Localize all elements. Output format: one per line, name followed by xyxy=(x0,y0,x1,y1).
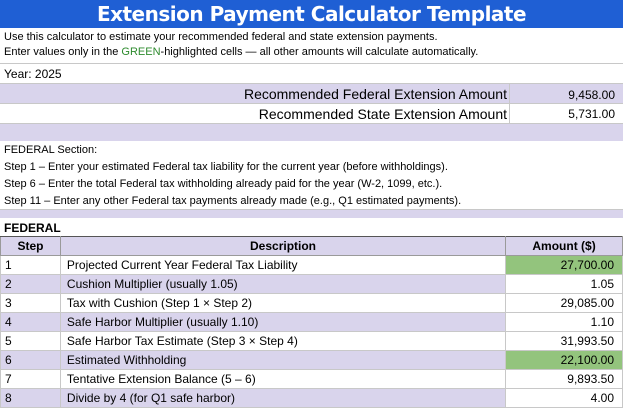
table-header-row xyxy=(1,237,623,256)
step-cell[interactable]: 2 xyxy=(1,275,61,294)
amount-cell[interactable]: 29,085.00 xyxy=(506,294,623,313)
federal-section-heading: FEDERAL Section: xyxy=(4,144,98,156)
step-cell[interactable]: 7 xyxy=(1,370,61,389)
step-cell[interactable]: 8 xyxy=(1,389,61,408)
instruction-step-6: Step 6 – Enter the total Federal tax withholding already paid for the year (W-2, 1099, etc.). xyxy=(4,178,443,190)
table-row xyxy=(1,275,623,294)
column-header-amount: Amount ($) xyxy=(506,237,623,256)
description-cell[interactable]: Tentative Extension Balance (5 – 6) xyxy=(60,370,505,389)
column-header-description: Description xyxy=(60,237,505,256)
instruction-step-1: Step 1 – Enter your estimated Federal tax liability for the current year (before withholdings). xyxy=(4,161,448,173)
intro-text xyxy=(4,30,478,60)
step-cell[interactable]: 5 xyxy=(1,332,61,351)
amount-cell[interactable]: 31,993.50 xyxy=(506,332,623,351)
federal-steps-table xyxy=(0,236,623,408)
federal-section-instructions xyxy=(4,142,461,210)
amount-input-cell[interactable]: 22,100.00 xyxy=(506,351,623,370)
table-row xyxy=(1,256,623,275)
state-extension-value[interactable]: 5,731.00 xyxy=(568,107,615,121)
intro-line-1: Use this calculator to estimate your recommended federal and state extension payments. xyxy=(4,31,438,43)
description-cell[interactable]: Safe Harbor Tax Estimate (Step 3 × Step 4) xyxy=(60,332,505,351)
table-row xyxy=(1,389,623,408)
federal-extension-label: Recommended Federal Extension Amount xyxy=(243,86,507,102)
page-title: Extension Payment Calculator Template xyxy=(0,0,623,28)
description-cell[interactable]: Safe Harbor Multiplier (usually 1.10) xyxy=(60,313,505,332)
amount-cell[interactable]: 1.10 xyxy=(506,313,623,332)
description-cell[interactable]: Divide by 4 (for Q1 safe harbor) xyxy=(60,389,505,408)
table-row xyxy=(1,294,623,313)
step-cell[interactable]: 1 xyxy=(1,256,61,275)
green-keyword: GREEN xyxy=(121,46,161,58)
step-cell[interactable]: 3 xyxy=(1,294,61,313)
intro-line-2 xyxy=(4,45,478,60)
amount-input-cell[interactable]: 27,700.00 xyxy=(506,256,623,275)
column-header-step: Step xyxy=(1,237,61,256)
amount-cell[interactable]: 1.05 xyxy=(506,275,623,294)
description-cell[interactable]: Tax with Cushion (Step 1 × Step 2) xyxy=(60,294,505,313)
federal-extension-value[interactable]: 9,458.00 xyxy=(568,88,615,102)
table-row xyxy=(1,370,623,389)
intro-line-2-post: -highlighted cells — all other amounts will calculate automatically. xyxy=(160,46,479,58)
instruction-step-11: Step 11 – Enter any other Federal tax payments already made (e.g., Q1 estimated payments). xyxy=(4,195,462,207)
state-extension-label: Recommended State Extension Amount xyxy=(258,106,507,122)
step-cell[interactable]: 4 xyxy=(1,313,61,332)
table-row xyxy=(1,332,623,351)
row-divider xyxy=(0,103,623,104)
federal-table-label: FEDERAL xyxy=(4,221,61,235)
description-cell[interactable]: Projected Current Year Federal Tax Liability xyxy=(60,256,505,275)
description-cell[interactable]: Estimated Withholding xyxy=(60,351,505,370)
step-cell[interactable]: 6 xyxy=(1,351,61,370)
table-row xyxy=(1,313,623,332)
spacer-band-row xyxy=(0,124,623,141)
table-row xyxy=(1,351,623,370)
intro-line-2-pre: Enter values only in the xyxy=(4,46,122,58)
year-label: Year: 2025 xyxy=(4,67,62,81)
amount-cell[interactable]: 9,893.50 xyxy=(506,370,623,389)
description-cell[interactable]: Cushion Multiplier (usually 1.05) xyxy=(60,275,505,294)
amount-cell[interactable]: 4.00 xyxy=(506,389,623,408)
spacer-band-row xyxy=(0,210,623,218)
row-divider xyxy=(0,63,623,64)
